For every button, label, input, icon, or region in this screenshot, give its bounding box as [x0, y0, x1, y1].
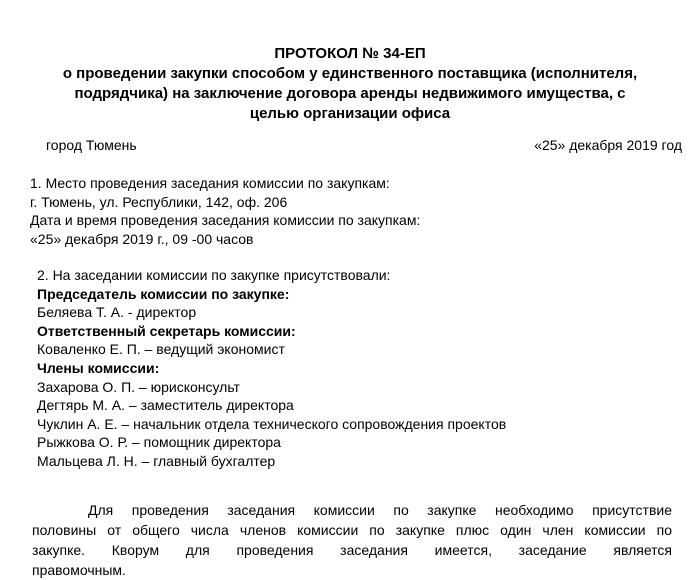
datetime-label: Дата и время проведения заседания комиссии по закупкам: — [30, 212, 421, 229]
members-label: Члены комиссии: — [37, 359, 160, 376]
quorum-line: Для проведения заседания комиссии по закупке необходимо присутствие — [88, 502, 672, 518]
quorum-line: правомочным. — [32, 562, 126, 578]
member-entry: Дегтярь М. А. – заместитель директора — [37, 397, 294, 414]
quorum-paragraph — [32, 500, 672, 580]
member-entry: Мальцева Л. Н. – главный бухгалтер — [37, 452, 276, 469]
city: город Тюмень — [46, 137, 137, 153]
title-protocol-number: ПРОТОКОЛ № 34-ЕП — [274, 45, 426, 62]
place-value: г. Тюмень, ул. Республики, 142, оф. 206 — [30, 193, 288, 210]
member-entry: Захарова О. П. – юрисконсульт — [37, 378, 240, 395]
chair-label: Председатель комиссии по закупке: — [37, 285, 290, 302]
place-label: 1. Место проведения заседания комиссии по закупкам: — [30, 175, 390, 191]
quorum-line: половины от общего числа членов комиссии по закупке плюс один член комиссии по — [32, 522, 672, 538]
section-attendees — [37, 266, 687, 471]
member-entry: Чуклин А. Е. – начальник отдела технического сопровождения проектов — [37, 415, 507, 432]
document-date: «25» декабря 2019 год — [534, 137, 682, 153]
title-subject-line-3: целью организации офиса — [249, 105, 451, 122]
chair-entry: Беляева Т. А. - директор — [37, 304, 197, 321]
title-subject-line-2: подрядчика) на заключение договора аренды недвижимого имущества, с — [74, 85, 626, 102]
datetime-value: «25» декабря 2019 г., 09 -00 часов — [30, 230, 254, 247]
secretary-entry: Коваленко Е. П. – ведущий экономист — [37, 341, 285, 358]
secretary-label: Ответственный секретарь комиссии: — [37, 322, 296, 339]
title-subject-line-1: о проведении закупки способом у единственного поставщика (исполнителя, — [62, 65, 638, 82]
quorum-line: закупке. Кворум для проведения заседания имеется, заседание является — [32, 542, 672, 558]
document-title — [20, 44, 680, 124]
member-entry: Рыжкова О. Р. – помощник директора — [37, 434, 281, 451]
section-place-and-time — [30, 174, 680, 248]
attendees-heading: 2. На заседании комиссии по закупке присутствовали: — [37, 267, 391, 283]
